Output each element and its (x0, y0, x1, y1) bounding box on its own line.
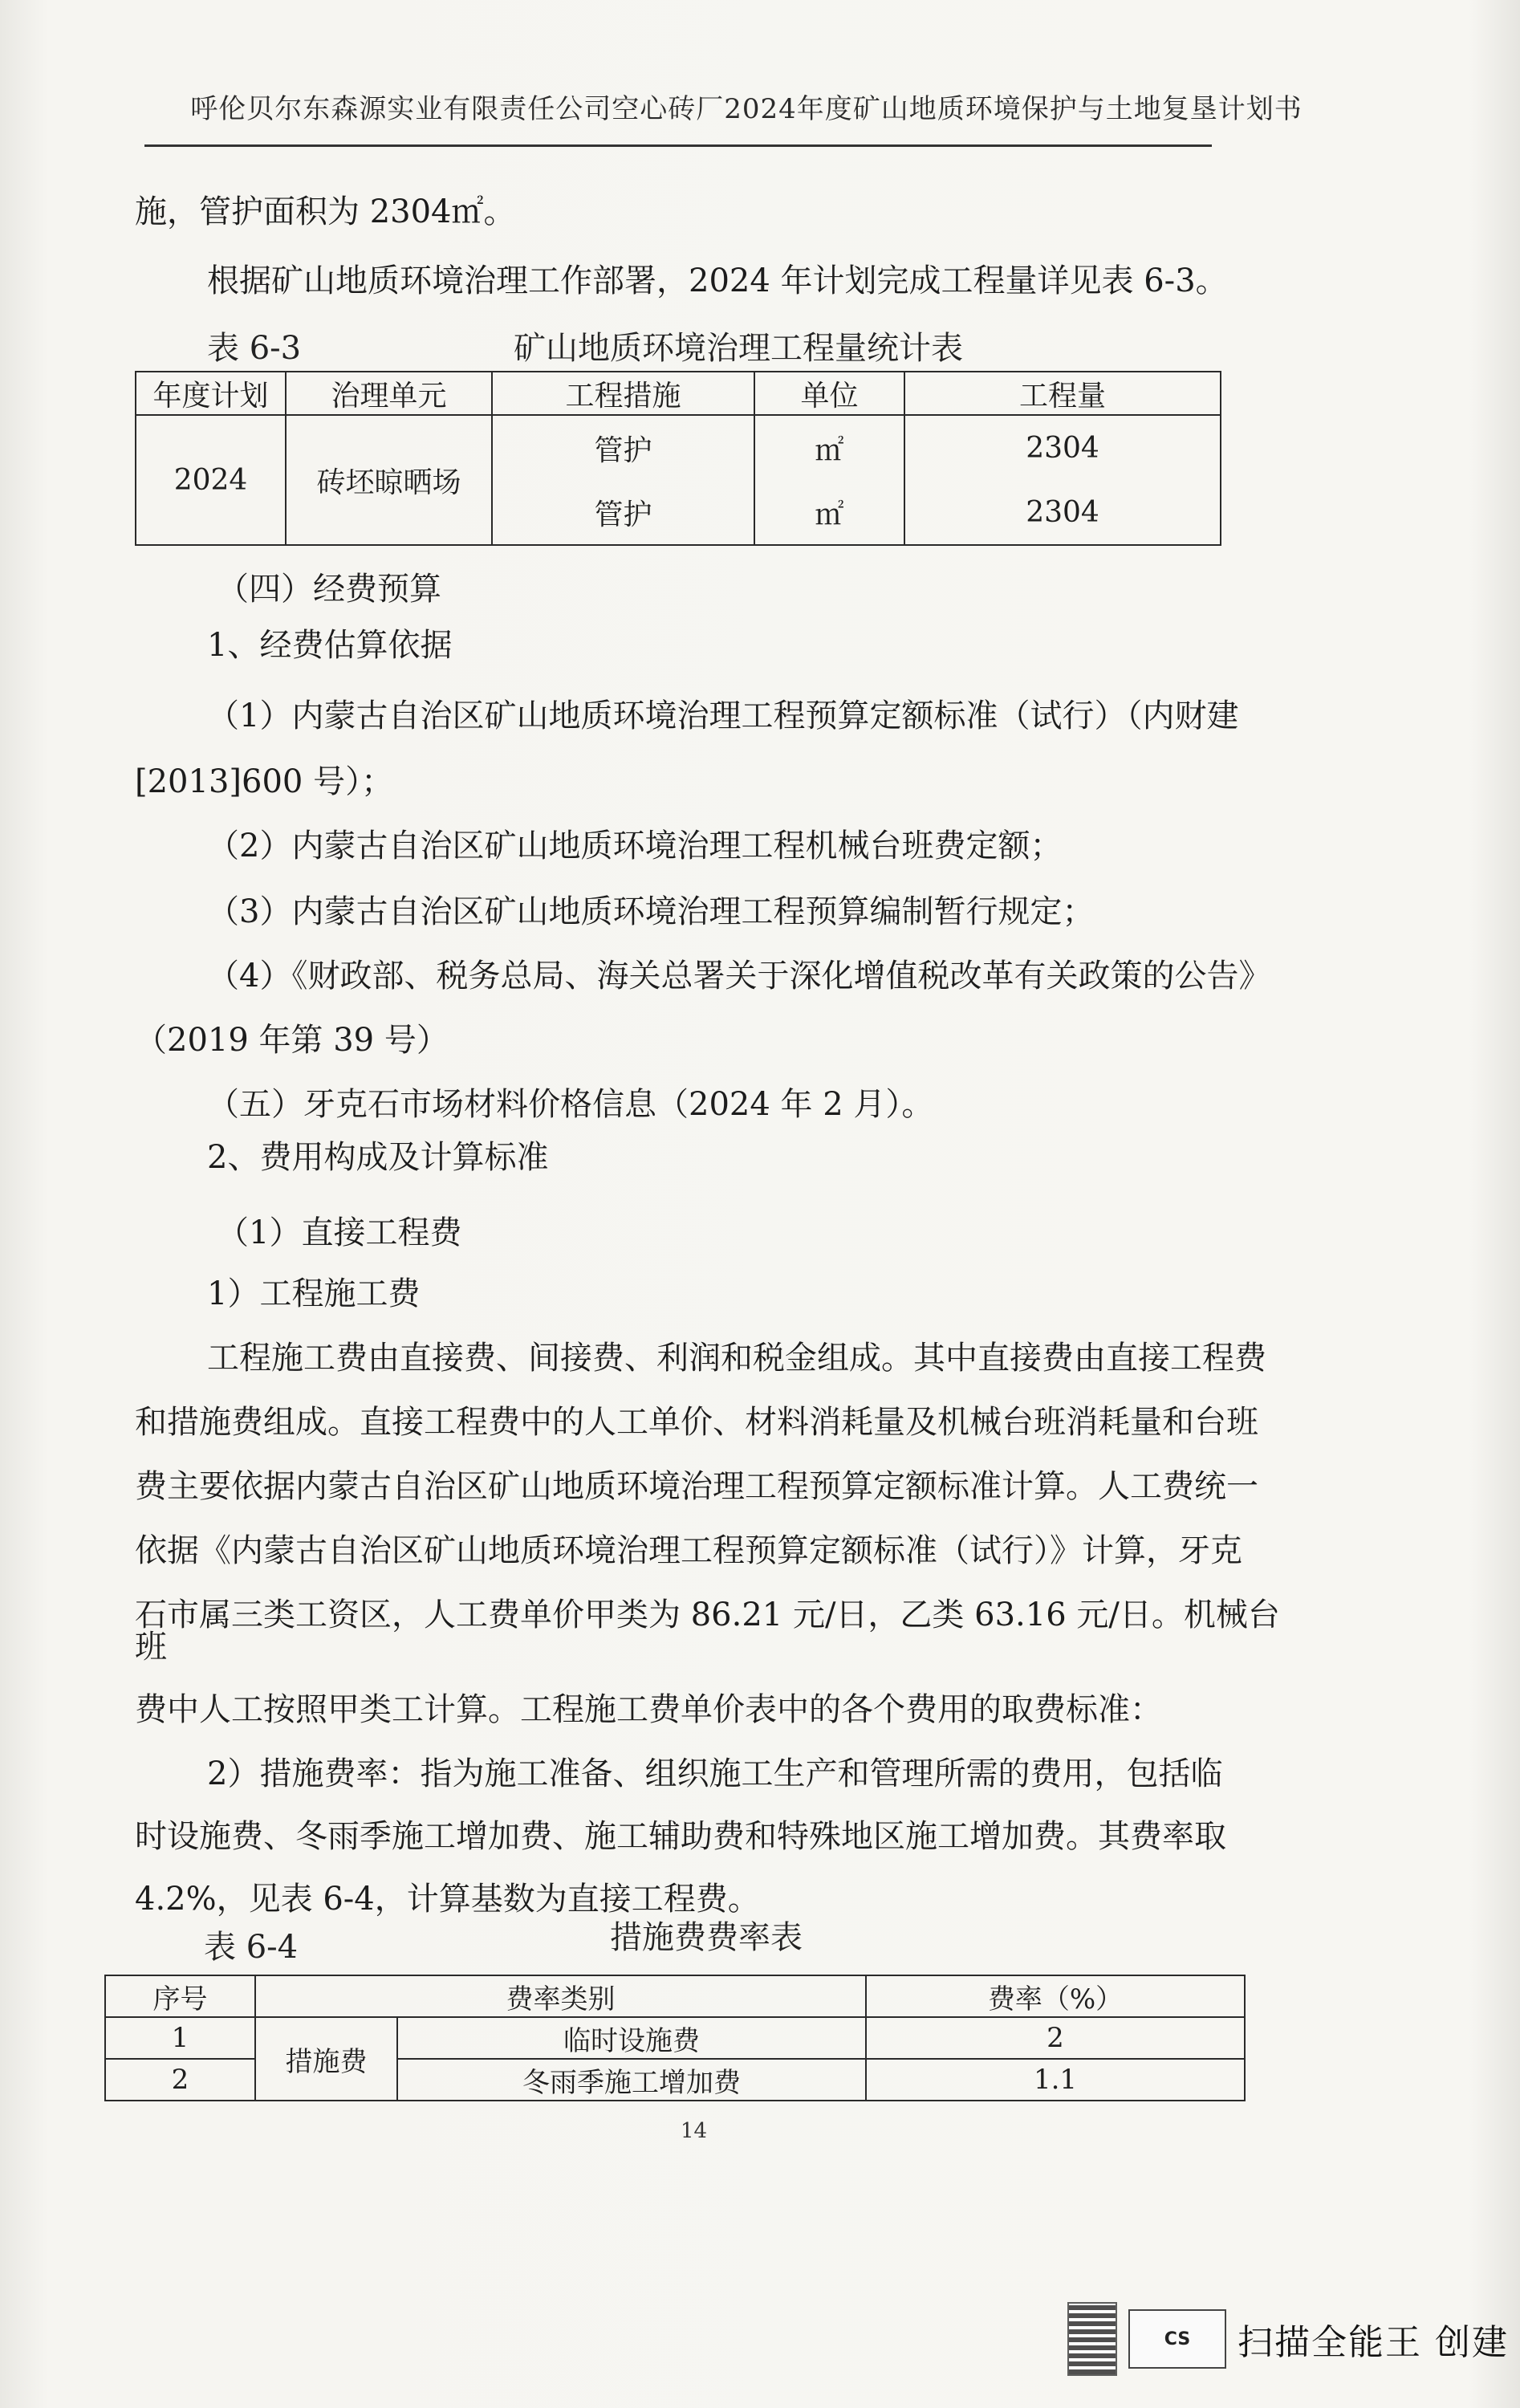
paragraph-line: 石市属三类工资区，人工费单价甲类为 86.21 元/日，乙类 63.16 元/日。机械台 (135, 1597, 1280, 1633)
year-cell: 2024 (136, 415, 286, 545)
section-heading: （四）经费预算 (217, 571, 441, 608)
table-title: 措施费费率表 (610, 1919, 803, 1956)
watermark-text: 扫描全能王 创建 (1238, 2322, 1509, 2363)
table-header-cell: 单位 (754, 372, 904, 415)
table-row (136, 415, 1221, 480)
scanner-watermark (1067, 2302, 1509, 2376)
scanner-logo: CS (1128, 2309, 1226, 2369)
paragraph-line: 4.2%，见表 6-4，计算基数为直接工程费。 (135, 1881, 760, 1918)
measure-cell: 管护 (492, 415, 754, 480)
table-header-cell: 年度计划 (136, 372, 286, 415)
page-header: 呼伦贝尔东森源实业有限责任公司空心砖厂2024年度矿山地质环境保护与土地复垦计划书 (190, 93, 1303, 125)
paragraph-line: 和措施费组成。直接工程费中的人工单价、材料消耗量及机械台班消耗量和台班 (135, 1404, 1258, 1441)
subsection-heading: 2、费用构成及计算标准 (207, 1139, 549, 1176)
table-header-row (136, 372, 1221, 415)
paragraph: 施，管护面积为 2304㎡。 (135, 193, 516, 230)
paragraph-line: 班 (135, 1629, 167, 1666)
paragraph-line: 费主要依据内蒙古自治区矿山地质环境治理工程预算定额标准计算。人工费统一 (135, 1468, 1258, 1505)
fee-rate-cell: 1.1 (866, 2059, 1245, 2101)
qr-code-icon (1067, 2302, 1117, 2376)
table-header-cell: 费率（%） (866, 1975, 1245, 2017)
fee-item-cell: 冬雨季施工增加费 (397, 2059, 866, 2101)
table-header-cell: 工程措施 (492, 372, 754, 415)
table-header-cell: 费率类别 (255, 1975, 866, 2017)
table-header-cell: 序号 (105, 1975, 255, 2017)
list-item: [2013]600 号）； (135, 763, 394, 800)
row-number-cell: 2 (105, 2059, 255, 2101)
paragraph-line: 依据《内蒙古自治区矿山地质环境治理工程预算定额标准（试行）》计算，牙克 (135, 1532, 1242, 1569)
quantity-cell: 2304 (904, 480, 1221, 545)
list-item: （3）内蒙古自治区矿山地质环境治理工程预算编制暂行规定； (207, 893, 1095, 930)
table-label: 表 6-4 (204, 1929, 299, 1966)
paragraph-line: 时设施费、冬雨季施工增加费、施工辅助费和特殊地区施工增加费。其费率取 (135, 1818, 1226, 1855)
paragraph-line: 2）措施费率：指为施工准备、组织施工生产和管理所需的费用，包括临 (207, 1755, 1223, 1792)
header-rule (144, 144, 1212, 147)
list-item: （2）内蒙古自治区矿山地质环境治理工程机械台班费定额； (207, 828, 1063, 864)
unit-cell: ㎡ (754, 480, 904, 545)
fee-rate-cell: 2 (866, 2017, 1245, 2059)
list-item: （2019 年第 39 号） (135, 1022, 449, 1059)
quantity-cell: 2304 (904, 415, 1221, 480)
paragraph-line: 费中人工按照甲类工计算。工程施工费单价表中的各个费用的取费标准： (135, 1691, 1162, 1728)
subsection-heading: （1）直接工程费 (217, 1214, 462, 1251)
measure-fee-rate-table (104, 1975, 1246, 2101)
list-item: （4）《财政部、税务总局、海关总署关于深化增值税改革有关政策的公告》 (207, 958, 1271, 995)
subsection-heading: 1）工程施工费 (207, 1275, 421, 1312)
subsection-heading: 1、经费估算依据 (207, 627, 453, 664)
unit-cell: ㎡ (754, 415, 904, 480)
table-title: 矿山地质环境治理工程量统计表 (514, 330, 963, 367)
measure-cell: 管护 (492, 480, 754, 545)
page-number: 14 (681, 2119, 708, 2143)
row-number-cell: 1 (105, 2017, 255, 2059)
engineering-quantity-table (135, 371, 1221, 546)
list-item: （五）牙克石市场材料价格信息（2024 年 2 月）。 (207, 1086, 934, 1123)
table-header-cell: 工程量 (904, 372, 1221, 415)
fee-item-cell: 临时设施费 (397, 2017, 866, 2059)
unit-area-cell: 砖坯晾晒场 (286, 415, 492, 545)
paragraph: 根据矿山地质环境治理工作部署，2024 年计划完成工程量详见表 6-3。 (207, 262, 1228, 299)
list-item: （1）内蒙古自治区矿山地质环境治理工程预算定额标准（试行）（内财建 (207, 698, 1239, 734)
table-header-row (105, 1975, 1245, 2017)
paragraph-line: 工程施工费由直接费、间接费、利润和税金组成。其中直接费由直接工程费 (207, 1340, 1266, 1377)
table-header-cell: 治理单元 (286, 372, 492, 415)
table-row (105, 2017, 1245, 2059)
table-label: 表 6-3 (207, 330, 302, 367)
group-cell: 措施费 (255, 2017, 397, 2101)
